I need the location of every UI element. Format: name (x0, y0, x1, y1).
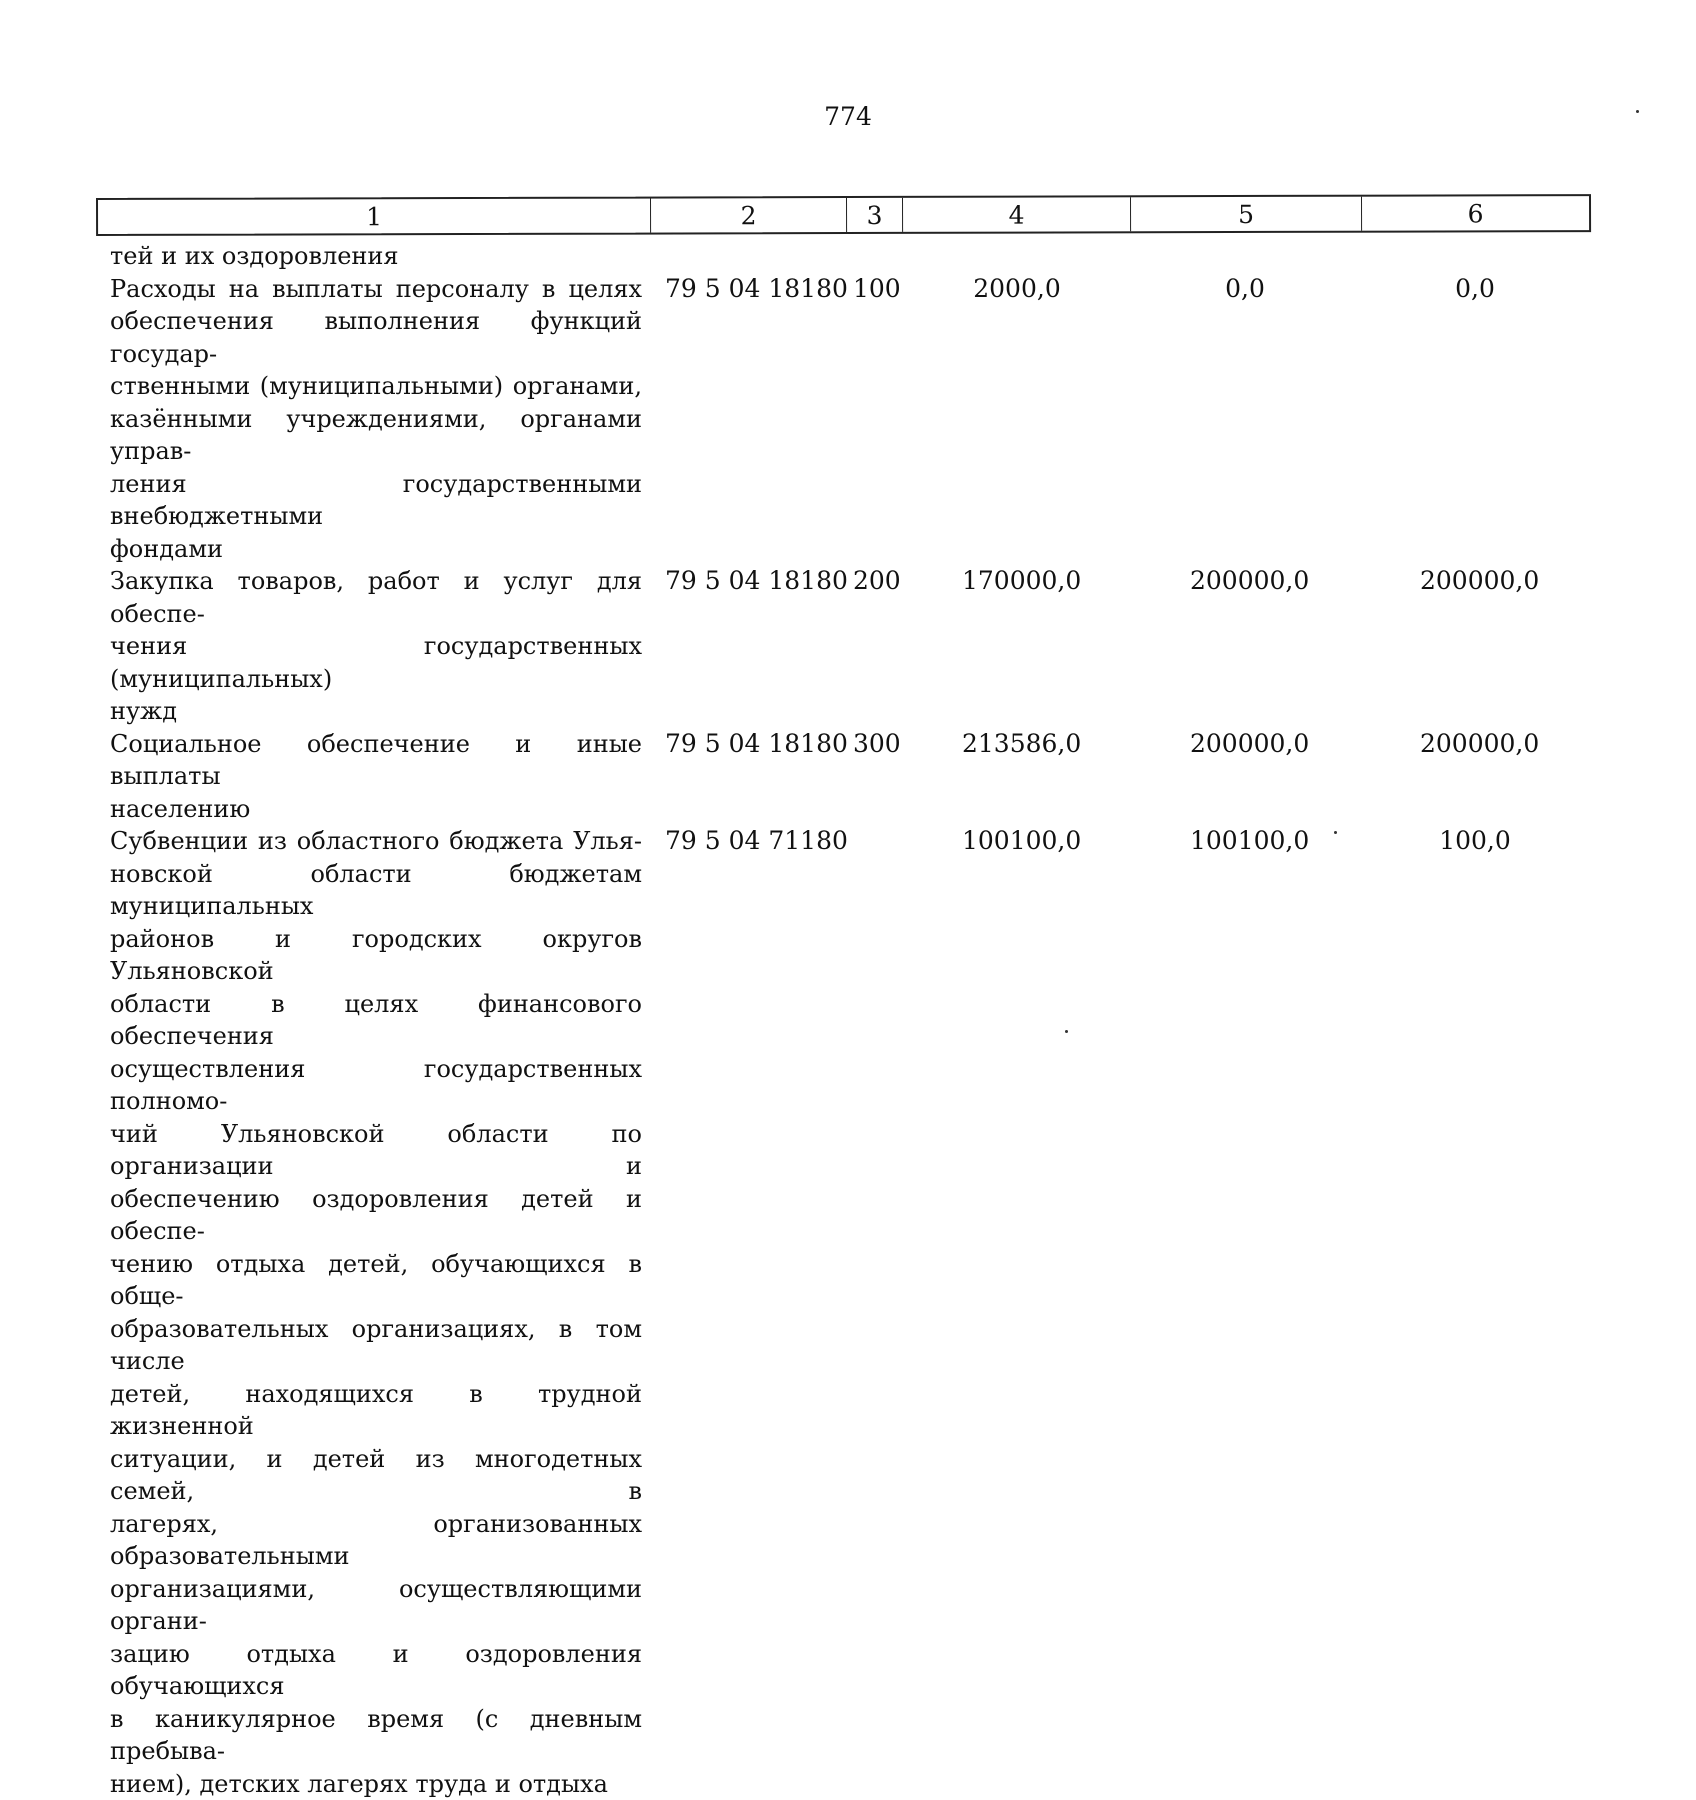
description-line: зацию отдыха и оздоровления обучающихся (110, 1638, 642, 1703)
target-code: 79 5 04 71180 (665, 825, 848, 858)
target-code: 79 5 04 18180 (665, 565, 848, 598)
description-line: ситуации, и детей из многодетных семей, в (110, 1443, 642, 1508)
description-line: Социальное обеспечение и иные выплаты (110, 728, 642, 793)
amount-column-4: 2000,0 (962, 273, 1072, 306)
description-line: чий Ульяновской области по организации и (110, 1118, 642, 1183)
amount-column-4: 100100,0 (962, 825, 1072, 858)
description-line: новской области бюджетам муниципальных (110, 858, 642, 923)
description-line: районов и городских округов Ульяновской (110, 923, 642, 988)
row-description (110, 728, 642, 826)
table-row (0, 728, 1696, 826)
amount-column-6: 200000,0 (1420, 728, 1530, 761)
row-description (110, 825, 642, 1800)
description-line: обеспечению оздоровления детей и обеспе- (110, 1183, 642, 1248)
expense-type-code: 200 (853, 565, 901, 598)
description-line: населению (110, 793, 642, 826)
description-line: чения государственных (муниципальных) (110, 630, 642, 695)
scan-speck (1636, 110, 1639, 113)
table-row (0, 273, 1696, 566)
description-line: области в целях финансового обеспечения (110, 988, 642, 1053)
expense-type-code: 300 (853, 728, 901, 761)
description-line: детей, находящихся в трудной жизненной (110, 1378, 642, 1443)
column-header-6: 6 (1362, 196, 1589, 231)
table-row (0, 565, 1696, 728)
column-header-4: 4 (903, 197, 1131, 232)
description-line: организациями, осуществляющими органи- (110, 1573, 642, 1638)
description-line: Расходы на выплаты персоналу в целях (110, 273, 642, 306)
row-description (110, 565, 642, 728)
row-description: тей и их оздоровления (110, 240, 642, 273)
column-header-5: 5 (1131, 197, 1362, 232)
description-line: лагерях, организованных образовательными (110, 1508, 642, 1573)
description-line: казёнными учреждениями, органами управ- (110, 403, 642, 468)
description-line: нием), детских лагерях труда и отдыха (110, 1768, 642, 1800)
column-header-2: 2 (651, 198, 847, 233)
description-line: ления государственными внебюджетными (110, 468, 642, 533)
description-line: нужд (110, 695, 642, 728)
amount-column-4: 213586,0 (962, 728, 1072, 761)
description-line: ственными (муниципальными) органами, (110, 370, 642, 403)
amount-column-6: 200000,0 (1420, 565, 1530, 598)
scan-speck (1065, 1030, 1068, 1033)
description-line: в каникулярное время (с дневным пребыва- (110, 1703, 642, 1768)
amount-column-5: 100100,0 (1190, 825, 1300, 858)
expense-type-code: 100 (853, 273, 901, 306)
amount-column-6: 0,0 (1420, 273, 1530, 306)
description-line: обеспечения выполнения функций государ- (110, 305, 642, 370)
table-header-row (96, 194, 1591, 236)
table-body (0, 240, 1696, 1800)
amount-column-5: 200000,0 (1190, 728, 1300, 761)
page-number: 774 (0, 102, 1696, 131)
amount-column-5: 0,0 (1190, 273, 1300, 306)
column-header-3: 3 (847, 198, 903, 232)
table-row (0, 825, 1696, 1800)
description-line: фондами (110, 533, 642, 566)
table-row-continuation (0, 240, 1696, 273)
amount-column-5: 200000,0 (1190, 565, 1300, 598)
scan-speck (1334, 831, 1337, 834)
description-line: осуществления государственных полномо- (110, 1053, 642, 1118)
description-line: чению отдыха детей, обучающихся в обще- (110, 1248, 642, 1313)
target-code: 79 5 04 18180 (665, 273, 848, 306)
column-header-1: 1 (98, 199, 651, 234)
target-code: 79 5 04 18180 (665, 728, 848, 761)
amount-column-4: 170000,0 (962, 565, 1072, 598)
description-line: образовательных организациях, в том числе (110, 1313, 642, 1378)
description-line: Субвенции из областного бюджета Улья- (110, 825, 642, 858)
row-description (110, 273, 642, 566)
amount-column-6: 100,0 (1420, 825, 1530, 858)
description-line: Закупка товаров, работ и услуг для обеспе- (110, 565, 642, 630)
